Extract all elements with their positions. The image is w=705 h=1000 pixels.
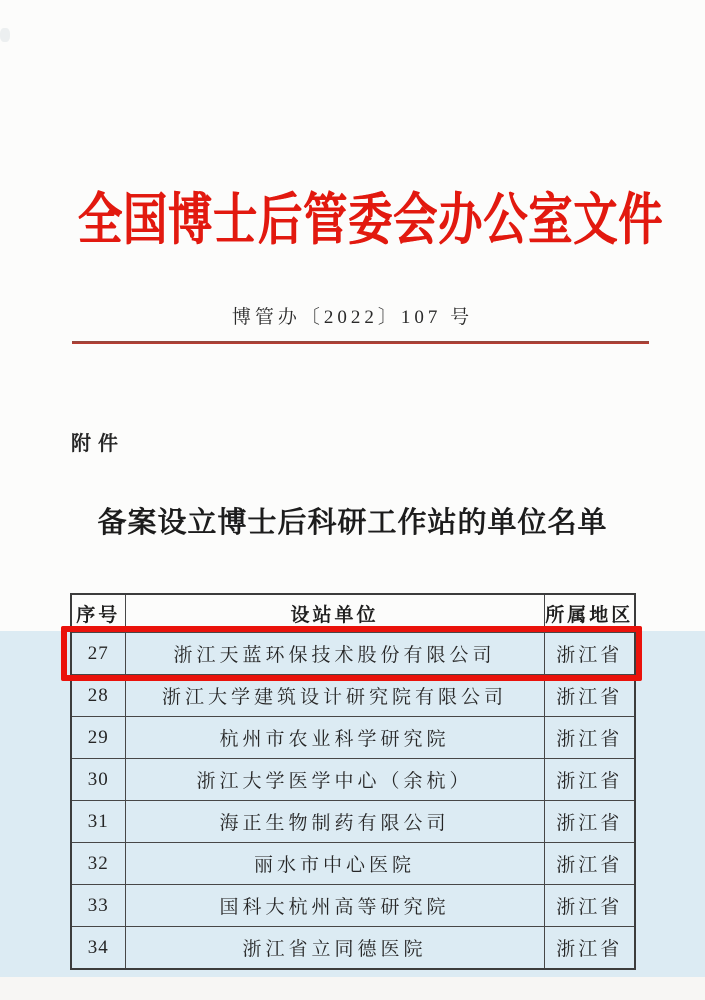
row-region: 浙江省	[544, 675, 635, 717]
table-row	[71, 759, 635, 801]
document-number: 博管办〔2022〕107 号	[231, 307, 474, 328]
table-row	[71, 801, 635, 843]
row-no: 32	[71, 843, 125, 885]
row-unit: 浙江大学建筑设计研究院有限公司	[125, 675, 544, 717]
table-row	[71, 717, 635, 759]
masthead-divider-rule	[72, 341, 649, 344]
row-unit: 国科大杭州高等研究院	[125, 885, 544, 927]
scan-artifact	[0, 28, 10, 42]
table-row	[71, 885, 635, 927]
header-row	[71, 594, 635, 633]
row-no: 29	[71, 717, 125, 759]
row-no: 28	[71, 675, 125, 717]
row-region: 浙江省	[544, 885, 635, 927]
header-cell-unit: 设站单位	[125, 594, 544, 633]
row-unit: 杭州市农业科学研究院	[125, 717, 544, 759]
row-region: 浙江省	[544, 843, 635, 885]
row-no: 31	[71, 801, 125, 843]
table-row	[71, 633, 635, 675]
row-unit: 浙江省立同德医院	[125, 927, 544, 970]
units-table	[70, 593, 636, 970]
row-no: 30	[71, 759, 125, 801]
row-region: 浙江省	[544, 801, 635, 843]
row-no: 34	[71, 927, 125, 970]
row-region: 浙江省	[544, 633, 635, 675]
header-cell-no: 序号	[71, 594, 125, 633]
table-title: 备案设立博士后科研工作站的单位名单	[97, 507, 608, 539]
scan-bottom-strip	[0, 977, 705, 1000]
row-unit: 浙江天蓝环保技术股份有限公司	[125, 633, 544, 675]
table-row	[71, 843, 635, 885]
row-no: 33	[71, 885, 125, 927]
row-region: 浙江省	[544, 717, 635, 759]
attachment-label: 附件	[71, 433, 125, 455]
row-region: 浙江省	[544, 927, 635, 970]
table-row	[71, 675, 635, 717]
header-cell-region: 所属地区	[544, 594, 635, 633]
row-region: 浙江省	[544, 759, 635, 801]
units-table-body	[71, 633, 635, 970]
row-no: 27	[71, 633, 125, 675]
document-masthead	[0, 176, 705, 256]
units-table-header	[71, 594, 635, 633]
row-unit: 浙江大学医学中心（余杭）	[125, 759, 544, 801]
document-masthead-text: 全国博士后管委会办公室文件	[77, 190, 664, 252]
row-unit: 丽水市中心医院	[125, 843, 544, 885]
row-unit: 海正生物制药有限公司	[125, 801, 544, 843]
table-row	[71, 927, 635, 970]
